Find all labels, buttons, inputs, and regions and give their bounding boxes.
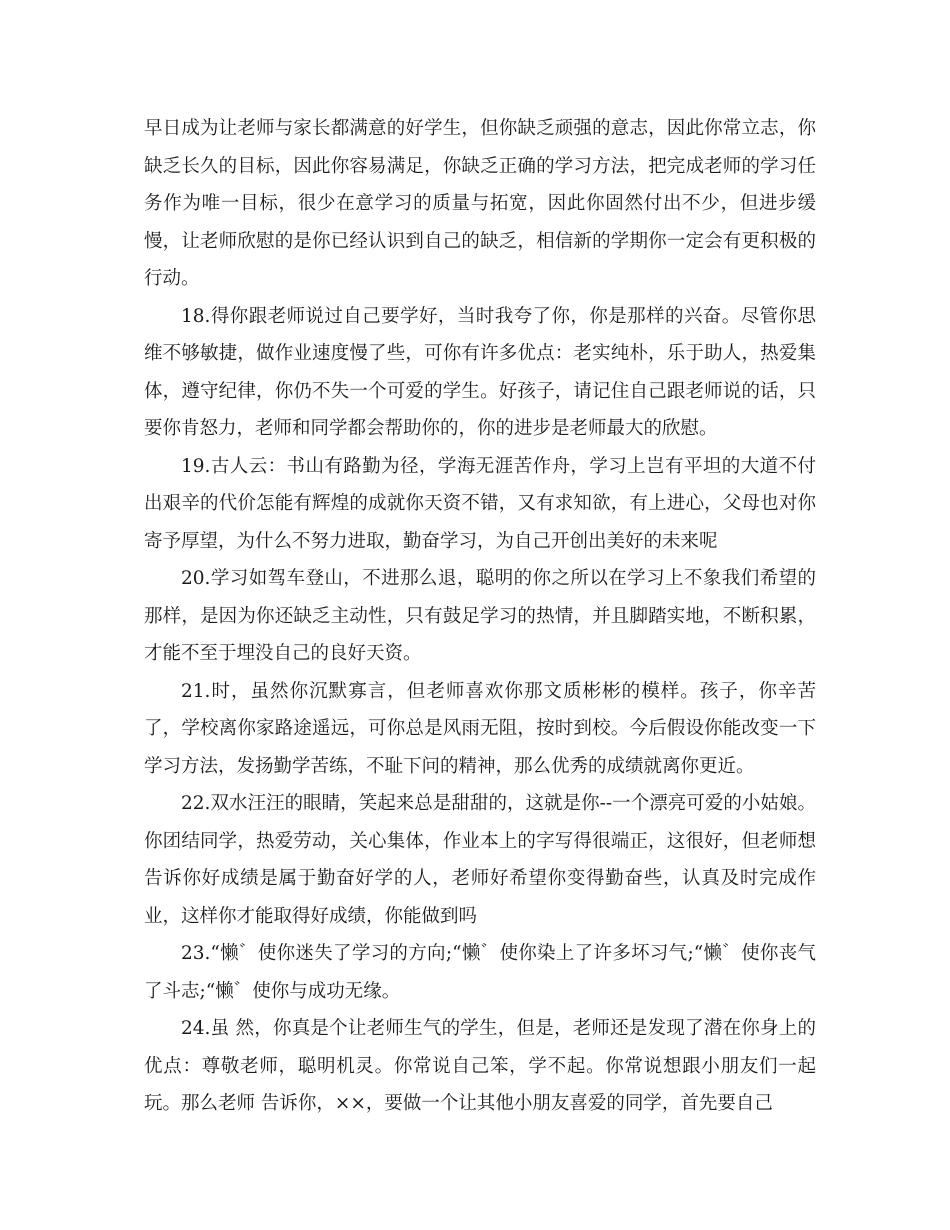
paragraph-21: 21.时，虽然你沉默寡言，但老师喜欢你那文质彬彬的模样。孩子，你辛苦了，学校离你家路途遥远，可你总是风雨无阻，按时到校。今后假设你能改变一下学习方法，发扬勤学苦练，不耻下问的精神，那么优秀的成绩就离你更近。 — [144, 680, 816, 777]
paragraph-22: 22.双水汪汪的眼睛，笑起来总是甜甜的，这就是你--一个漂亮可爱的小姑娘。你团结同学，热爱劳动，关心集体，作业本上的字写得很端正，这很好，但老师想告诉你好成绩是属于勤奋好学的人，老师好希望你变得勤奋些，认真及时完成作业，这样你才能取得好成绩，你能做到吗 — [144, 793, 816, 927]
paragraph-20: 20.学习如驾车登山，不进那么退，聪明的你之所以在学习上不象我们希望的那样，是因为你还缺乏主动性，只有鼓足学习的热情，并且脚踏实地，不断积累，才能不至于埋没自己的良好天资。 — [144, 568, 816, 664]
paragraph-24: 24.虽 然，你真是个让老师生气的学生，但是，老师还是发现了潜在你身上的优点：尊敬老师，聪明机灵。你常说自己笨，学不起。你常说想跟小朋友们一起玩。那么老师 告诉你，××，要做一个让其他小朋友喜爱的同学，首先要自己 — [144, 1018, 816, 1114]
paragraph-19: 19.古人云：书山有路勤为径，学海无涯苦作舟，学习上岂有平坦的大道不付出艰辛的代价怎能有辉煌的成就你天资不错，又有求知欲，有上进心，父母也对你寄予厚望，为什么不努力进取，勤奋学习，为自己开创出美好的未来呢 — [144, 455, 816, 552]
paragraph-23: 23.“懒゛使你迷失了学习的方向;“懒゛使你染上了许多坏习气;“懒゛使你丧气了斗志;“懒゛使你与成功无缘。 — [144, 943, 816, 1002]
document-body — [144, 110, 816, 1123]
paragraph-continued: 早日成为让老师与家长都满意的好学生，但你缺乏顽强的意志，因此你常立志，你缺乏长久的目标，因此你容易满足，你缺乏正确的学习方法，把完成老师的学习任务作为唯一目标，很少在意学习的质量与拓宽，因此你固然付出不少，但进步缓慢，让老师欣慰的是你已经认识到自己的缺乏，相信新的学期你一定会有更积极的行动。 — [144, 118, 816, 289]
paragraph-18: 18.得你跟老师说过自己要学好，当时我夸了你，你是那样的兴奋。尽管你思维不够敏捷，做作业速度慢了些，可你有许多优点：老实纯朴，乐于助人，热爱集体，遵守纪律，你仍不失一个可爱的学生。好孩子，请记住自己跟老师说的话，只要你肯怒力，老师和同学都会帮助你的，你的进步是老师最大的欣慰。 — [144, 305, 816, 439]
